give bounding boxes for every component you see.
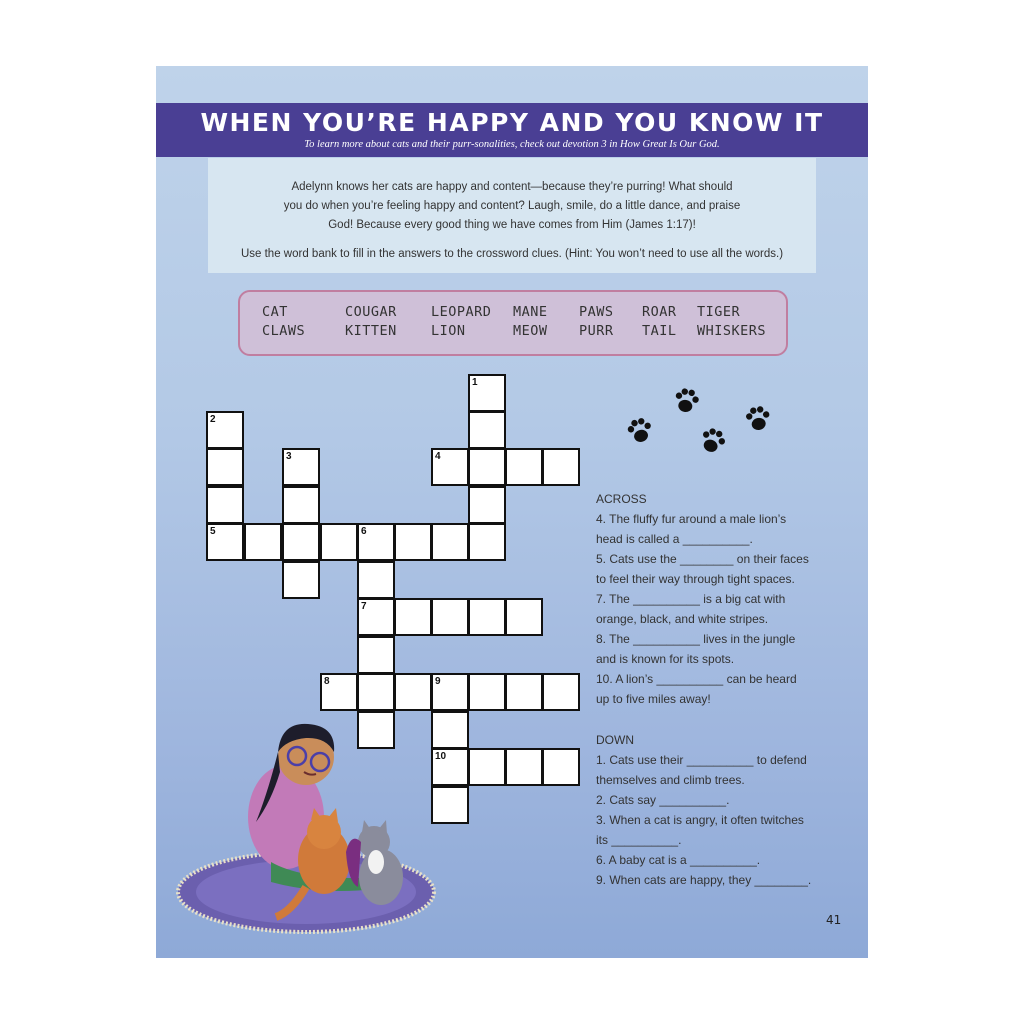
down-clue-line: its __________. <box>596 833 682 847</box>
across-clue-line: 10. A lion’s __________ can be heard <box>596 672 797 686</box>
crossword-cell[interactable] <box>244 523 282 561</box>
clue-number: 5 <box>210 526 216 537</box>
across-heading: ACROSS <box>596 492 647 506</box>
crossword-cell[interactable] <box>282 523 320 561</box>
crossword-cell[interactable] <box>394 523 432 561</box>
crossword-cell[interactable] <box>431 673 469 711</box>
clue-number: 2 <box>210 414 216 425</box>
crossword-cell[interactable] <box>505 673 543 711</box>
crossword-cell[interactable] <box>505 748 543 786</box>
crossword-cell[interactable] <box>357 561 395 599</box>
intro-line-1: Adelynn knows her cats are happy and content—because they’re purring! What should <box>291 181 733 193</box>
word-bank-word: COUGAR <box>345 304 397 320</box>
crossword-cell[interactable] <box>468 486 506 524</box>
crossword-cell[interactable] <box>468 673 506 711</box>
page-title: WHEN YOU’RE HAPPY AND YOU KNOW IT <box>200 108 824 137</box>
word-bank-word: TAIL <box>642 323 677 339</box>
crossword-cell[interactable] <box>431 448 469 486</box>
crossword-cell[interactable] <box>357 636 395 674</box>
word-bank <box>238 290 788 356</box>
word-bank-word: LEOPARD <box>431 304 492 320</box>
crossword-cell[interactable] <box>357 598 395 636</box>
crossword-cell[interactable] <box>468 374 506 412</box>
across-clue-line: to feel their way through tight spaces. <box>596 572 795 586</box>
word-bank-word: CAT <box>262 304 288 320</box>
across-clue-line: 7. The __________ is a big cat with <box>596 592 786 606</box>
crossword-cell[interactable] <box>505 598 543 636</box>
across-clue-line: up to five miles away! <box>596 692 711 706</box>
crossword-cell[interactable] <box>282 486 320 524</box>
word-bank-word: WHISKERS <box>697 323 767 339</box>
crossword-cell[interactable] <box>431 523 469 561</box>
crossword-cell[interactable] <box>357 673 395 711</box>
crossword-cell[interactable] <box>468 748 506 786</box>
clue-number: 4 <box>435 451 441 462</box>
crossword-cell[interactable] <box>394 598 432 636</box>
word-bank-word: KITTEN <box>345 323 397 339</box>
paw-print-icon <box>673 387 700 414</box>
clue-number: 1 <box>472 377 478 388</box>
crossword-cell[interactable] <box>357 523 395 561</box>
across-clue-line: and is known for its spots. <box>596 652 735 666</box>
intro-line-3: God! Because every good thing we have comes from Him (James 1:17)! <box>328 219 696 231</box>
crossword-cell[interactable] <box>505 448 543 486</box>
crossword-cell[interactable] <box>431 598 469 636</box>
crossword-cell[interactable] <box>206 486 244 524</box>
word-bank-word: PAWS <box>579 304 614 320</box>
page-number: 41 <box>826 913 842 927</box>
paw-print-icon <box>745 405 772 432</box>
crossword-cell[interactable] <box>394 673 432 711</box>
crossword-cell[interactable] <box>206 448 244 486</box>
clue-number: 6 <box>361 526 367 537</box>
word-bank-word: MEOW <box>513 323 548 339</box>
intro-box <box>208 158 816 273</box>
down-clue-line: 2. Cats say __________. <box>596 793 730 807</box>
clue-number: 10 <box>435 751 447 762</box>
crossword-cell[interactable] <box>542 673 580 711</box>
down-heading: DOWN <box>596 733 634 747</box>
crossword-cell[interactable] <box>206 523 244 561</box>
crossword-cell[interactable] <box>542 448 580 486</box>
paw-print-icon <box>698 426 728 456</box>
crossword-cell[interactable] <box>320 673 358 711</box>
crossword-cell[interactable] <box>282 561 320 599</box>
clue-number: 8 <box>324 676 330 687</box>
clue-number: 3 <box>286 451 292 462</box>
clue-number: 9 <box>435 676 441 687</box>
girl-with-cats-illustration <box>176 712 438 938</box>
across-clue-line: 8. The __________ lives in the jungle <box>596 632 796 646</box>
word-bank-word: MANE <box>513 304 548 320</box>
crossword-cell[interactable] <box>542 748 580 786</box>
down-clue-line: 3. When a cat is angry, it often twitches <box>596 813 804 827</box>
crossword-cell[interactable] <box>468 598 506 636</box>
across-clue-line: head is called a __________. <box>596 532 753 546</box>
paw-prints <box>620 380 790 460</box>
word-bank-word: LION <box>431 323 466 339</box>
across-clue-line: orange, black, and white stripes. <box>596 612 769 626</box>
crossword-cell[interactable] <box>468 523 506 561</box>
crossword-cell[interactable] <box>468 448 506 486</box>
paw-print-icon <box>626 416 655 444</box>
down-clue-line: themselves and climb trees. <box>596 773 745 787</box>
across-clue-line: 4. The fluffy fur around a male lion’s <box>596 512 787 526</box>
down-clue-line: 1. Cats use their __________ to defend <box>596 753 807 767</box>
down-clue-line: 9. When cats are happy, they ________. <box>596 873 812 887</box>
page-subtitle: To learn more about cats and their purr-sonalities, check out devotion 3 in How Great Is Our God. <box>304 139 720 150</box>
down-clue-line: 6. A baby cat is a __________. <box>596 853 761 867</box>
word-bank-word: PURR <box>579 323 614 339</box>
across-clue-line: 5. Cats use the ________ on their faces <box>596 552 809 566</box>
crossword-cell[interactable] <box>206 411 244 449</box>
crossword-cell[interactable] <box>468 411 506 449</box>
word-bank-word: ROAR <box>642 304 677 320</box>
clue-number: 7 <box>361 601 367 612</box>
crossword-cell[interactable] <box>282 448 320 486</box>
instructions: Use the word bank to fill in the answers to the crossword clues. (Hint: You won’t need to use all the words.) <box>240 248 784 260</box>
word-bank-word: CLAWS <box>262 323 306 339</box>
word-bank-word: TIGER <box>697 304 741 320</box>
intro-line-2: you do when you’re feeling happy and content? Laugh, smile, do a little dance, and praise <box>283 200 741 212</box>
crossword-cell[interactable] <box>320 523 358 561</box>
